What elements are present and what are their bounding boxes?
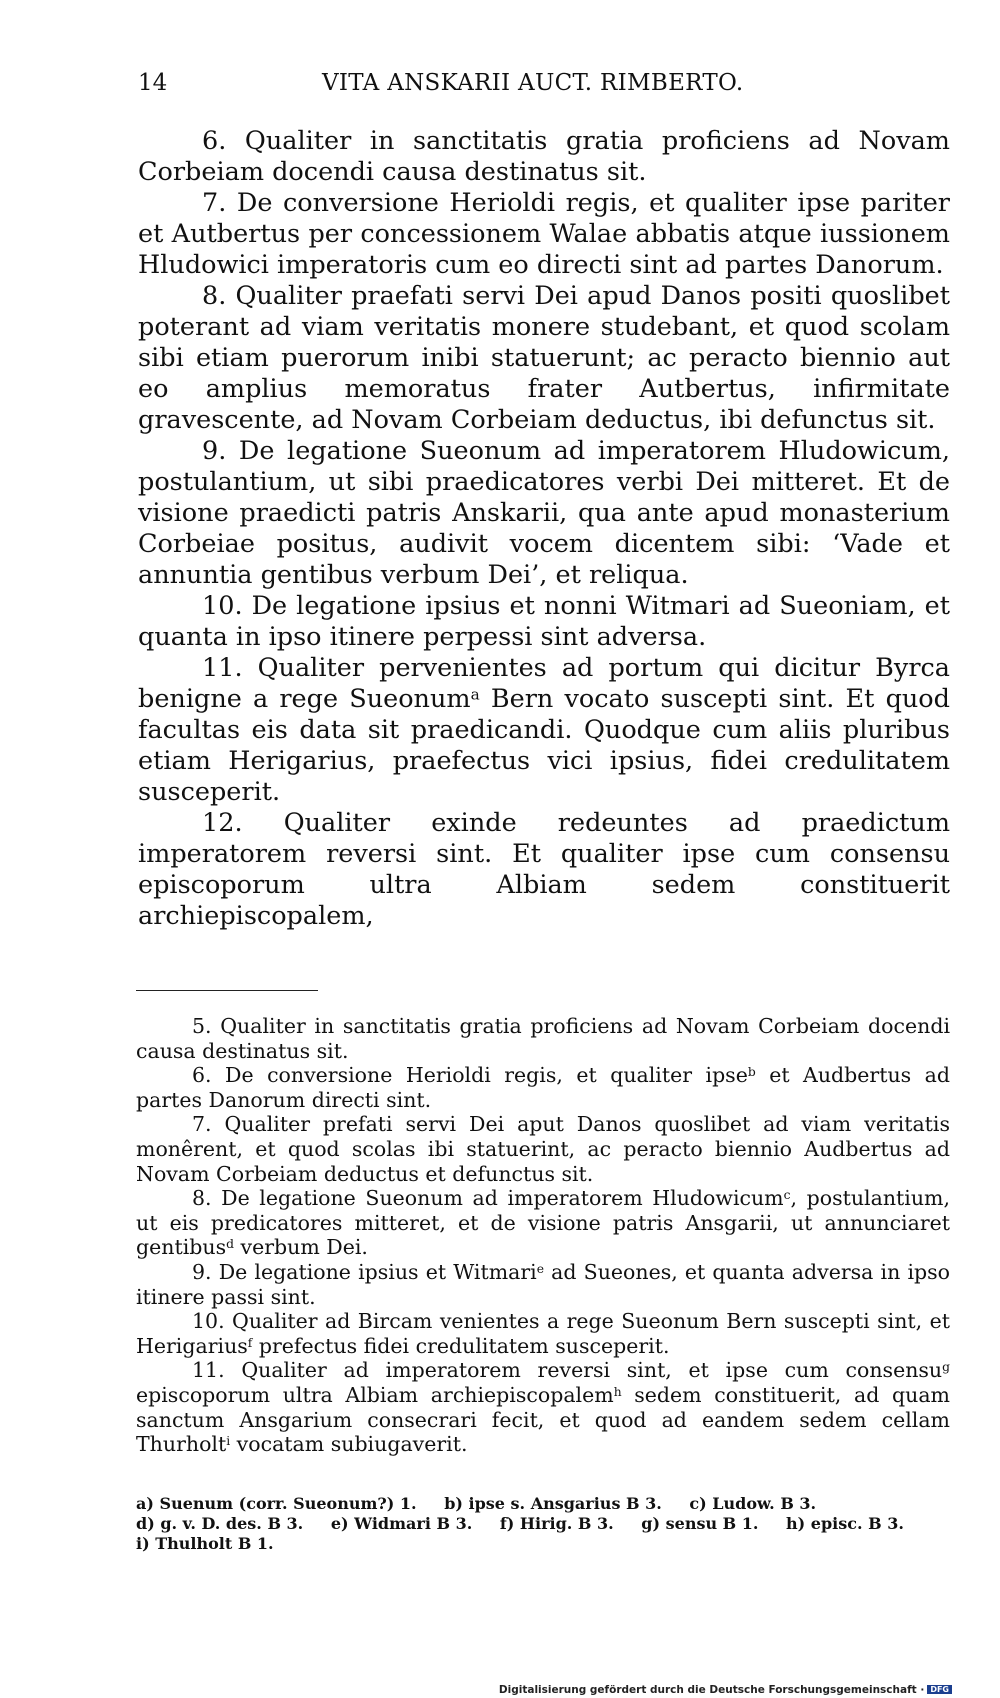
apparatus-entry: c) Ludow. B 3. xyxy=(689,1494,817,1513)
parallel-note-6-part-a: 6. De conversione Herioldi regis, et qualiter ipse xyxy=(192,1063,748,1088)
parallel-note-5: 5. Qualiter in sanctitatis gratia proficiens ad Novam Corbeiam docendi causa destinatus sit. xyxy=(136,1014,950,1063)
chapter-summary-7: 7. De conversione Herioldi regis, et qualiter ipse pariter et Autbertus per concessionem Walae abbatis atque iussionem Hludowici imperatoris cum eo directi sint ad partes Danorum. xyxy=(138,188,950,280)
parallel-note-9 xyxy=(136,1260,950,1309)
apparatus-entries xyxy=(136,1494,950,1554)
parallel-note-9-part-a: 9. De legatione ipsius et Witmari xyxy=(192,1259,537,1284)
parallel-note-6 xyxy=(136,1063,950,1112)
chapter-summary-10: 10. De legatione ipsius et nonni Witmari ad Sueoniam, et quanta in ipso itinere perpessi sint adversa. xyxy=(138,591,950,652)
parallel-note-8-part-c: verbum Dei. xyxy=(233,1235,368,1260)
parallel-text xyxy=(136,1014,950,1457)
parallel-note-6-part-b: et Audbertus ad partes Danorum directi sint. xyxy=(136,1063,950,1112)
chapter-summary-12: 12. Qualiter exinde redeuntes ad praedictum imperatorem reversi sint. Et qualiter ipse cum consensu episcoporum ultra Albiam sedem constituerit archiepiscopalem, xyxy=(138,808,950,931)
main-text xyxy=(138,126,950,932)
footnote-marker: a xyxy=(470,685,480,704)
parallel-note-9-part-b: ad Sueones, et quanta adversa in ipso itinere passi sint. xyxy=(136,1259,950,1309)
chapter-summary-9: 9. De legatione Sueonum ad imperatorem Hludowicum, postulantium, ut sibi praedicatores verbi Dei mitteret. Et de visione praedicti patris Anskarii, qua ante apud monasterium Corbeiae positus, audivit vocem dicentem sibi: ‘Vade et annuntia gentibus verbum Dei’, et reliqua. xyxy=(138,436,950,590)
apparatus-entry: e) Widmari B 3. xyxy=(330,1514,473,1533)
parallel-note-11-part-b: episcoporum ultra Albiam archiepiscopalem xyxy=(136,1382,614,1407)
chapter-summary-6: 6. Qualiter in sanctitatis gratia proficiens ad Novam Corbeiam docendi causa destinatus sit. xyxy=(138,126,950,187)
parallel-note-8 xyxy=(136,1186,950,1260)
apparatus-entry: h) episc. B 3. xyxy=(786,1514,904,1533)
digitization-credit xyxy=(499,1684,952,1696)
apparatus-entry: f) Hirig. B 3. xyxy=(499,1514,614,1533)
apparatus-entry: i) Thulholt B 1. xyxy=(136,1534,274,1553)
dfg-logo-icon: DFG xyxy=(927,1685,952,1694)
apparatus-entry: d) g. v. D. des. B 3. xyxy=(136,1514,304,1533)
parallel-note-10-part-a: 10. Qualiter ad Bircam venientes a rege Sueonum Bern suscepti sint, et Herigarius xyxy=(136,1309,950,1358)
footnote-marker: e xyxy=(536,1261,545,1276)
chapter-summary-11-part-a: 11. Qualiter pervenientes ad portum qui dicitur Byrca benigne a rege Sueonum xyxy=(138,653,950,714)
footnote-marker: i xyxy=(226,1433,231,1448)
parallel-note-7: 7. Qualiter prefati servi Dei aput Danos quoslibet ad viam veritatis monêrent, et quod scolas ibi statuerint, ac peracto biennio Audbertus ad Novam Corbeiam deductus et defunctus sit. xyxy=(136,1112,950,1186)
apparatus-entry: b) ipse s. Ansgarius B 3. xyxy=(444,1494,662,1513)
footnote-marker: b xyxy=(747,1065,756,1080)
chapter-summary-11-part-b: Bern vocato suscepti sint. Et quod facultas eis data sit praedicandi. Quodque cum aliis pluribus etiam Herigarius, praefectus vici ipsius, fidei credulitatem susceperit. xyxy=(138,684,950,807)
chapter-summary-8: 8. Qualiter praefati servi Dei apud Danos positi quoslibet poterant ad viam veritatis monere studebant, et quod scolam sibi etiam puerorum inibi statuerunt; ac peracto biennio aut eo amplius memoratus frater Autbertus, infirmitate gravescente, ad Novam Corbeiam deductus, ibi defunctus sit. xyxy=(138,281,950,435)
running-title: VITA ANSKARII AUCT. RIMBERTO. xyxy=(322,70,744,96)
parallel-note-10-part-b: prefectus fidei credulitatem susceperit. xyxy=(252,1333,670,1358)
critical-apparatus xyxy=(136,1494,950,1554)
parallel-note-11-part-c: sedem constituerit, ad quam sanctum Ansgarium consecrari fecit, et quod ad eandem sedem cellam Thurholt xyxy=(136,1382,950,1457)
footnote-marker: c xyxy=(783,1188,791,1203)
parallel-note-8-part-a: 8. De legatione Sueonum ad imperatorem Hludowicum xyxy=(192,1186,784,1211)
apparatus-entry: g) sensu B 1. xyxy=(641,1514,759,1533)
footnote-marker: h xyxy=(613,1384,622,1399)
chapter-summary-11 xyxy=(138,653,950,808)
footnote-rule xyxy=(136,990,318,991)
parallel-note-11 xyxy=(136,1358,950,1456)
parallel-note-8-part-b: , postulantium, ut eis predicatores mitteret, et de visione patris Ansgarii, ut annunciaret gentibus xyxy=(136,1186,950,1260)
footnote-marker: f xyxy=(247,1335,253,1350)
footnote-marker: g xyxy=(942,1360,950,1375)
page-number: 14 xyxy=(138,70,168,96)
parallel-note-10 xyxy=(136,1309,950,1358)
parallel-note-11-part-a: 11. Qualiter ad imperatorem reversi sint, et ipse cum consensu xyxy=(192,1358,943,1383)
apparatus-entry: a) Suenum (corr. Sueonum?) 1. xyxy=(136,1494,417,1513)
parallel-note-11-part-d: vocatam subiugaverit. xyxy=(230,1432,468,1457)
page-header xyxy=(0,70,1000,110)
footnote-marker: d xyxy=(226,1237,234,1252)
credit-text: Digitalisierung gefördert durch die Deutsche Forschungsgemeinschaft · xyxy=(498,1684,925,1696)
